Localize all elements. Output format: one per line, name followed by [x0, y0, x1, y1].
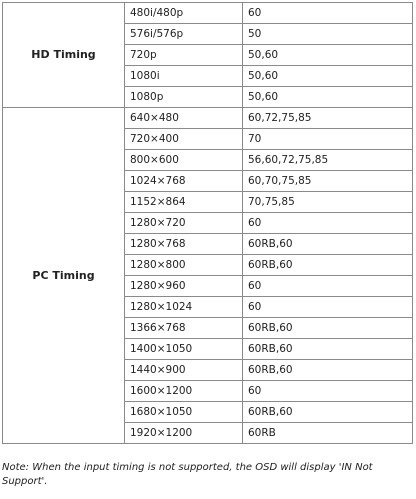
refresh-rate-cell: 60RB,60: [243, 234, 413, 255]
refresh-rate-cell: 60RB: [243, 423, 413, 444]
resolution-cell: 1080i: [125, 66, 243, 87]
footnote: Note: When the input timing is not supported, the OSD will display 'IN Not Support'.: [2, 462, 373, 487]
resolution-cell: 1400×1050: [125, 339, 243, 360]
resolution-cell: 1280×800: [125, 255, 243, 276]
resolution-cell: 1280×960: [125, 276, 243, 297]
resolution-cell: 720p: [125, 45, 243, 66]
refresh-rate-cell: 70: [243, 129, 413, 150]
resolution-cell: 720×400: [125, 129, 243, 150]
resolution-cell: 576i/576p: [125, 24, 243, 45]
group-label: HD Timing: [3, 3, 125, 108]
refresh-rate-cell: 60: [243, 381, 413, 402]
group-label: PC Timing: [3, 108, 125, 444]
resolution-cell: 1280×720: [125, 213, 243, 234]
resolution-cell: 1366×768: [125, 318, 243, 339]
resolution-cell: 800×600: [125, 150, 243, 171]
refresh-rate-cell: 60RB,60: [243, 360, 413, 381]
resolution-cell: 640×480: [125, 108, 243, 129]
refresh-rate-cell: 50,60: [243, 66, 413, 87]
refresh-rate-cell: 50,60: [243, 87, 413, 108]
table-row: [3, 3, 413, 24]
refresh-rate-cell: 50,60: [243, 45, 413, 66]
refresh-rate-cell: 60,72,75,85: [243, 108, 413, 129]
refresh-rate-cell: 60,70,75,85: [243, 171, 413, 192]
resolution-cell: 480i/480p: [125, 3, 243, 24]
resolution-cell: 1080p: [125, 87, 243, 108]
refresh-rate-cell: 60RB,60: [243, 255, 413, 276]
refresh-rate-cell: 60: [243, 276, 413, 297]
refresh-rate-cell: 60: [243, 213, 413, 234]
refresh-rate-cell: 60RB,60: [243, 318, 413, 339]
resolution-cell: 1440×900: [125, 360, 243, 381]
timing-table-body: [3, 3, 413, 444]
refresh-rate-cell: 56,60,72,75,85: [243, 150, 413, 171]
resolution-cell: 1280×768: [125, 234, 243, 255]
refresh-rate-cell: 60: [243, 3, 413, 24]
resolution-cell: 1152×864: [125, 192, 243, 213]
resolution-cell: 1920×1200: [125, 423, 243, 444]
refresh-rate-cell: 60: [243, 297, 413, 318]
resolution-cell: 1024×768: [125, 171, 243, 192]
resolution-cell: 1600×1200: [125, 381, 243, 402]
refresh-rate-cell: 70,75,85: [243, 192, 413, 213]
resolution-cell: 1680×1050: [125, 402, 243, 423]
resolution-cell: 1280×1024: [125, 297, 243, 318]
refresh-rate-cell: 60RB,60: [243, 339, 413, 360]
timing-table: [2, 2, 413, 444]
refresh-rate-cell: 60RB,60: [243, 402, 413, 423]
table-row: [3, 108, 413, 129]
refresh-rate-cell: 50: [243, 24, 413, 45]
